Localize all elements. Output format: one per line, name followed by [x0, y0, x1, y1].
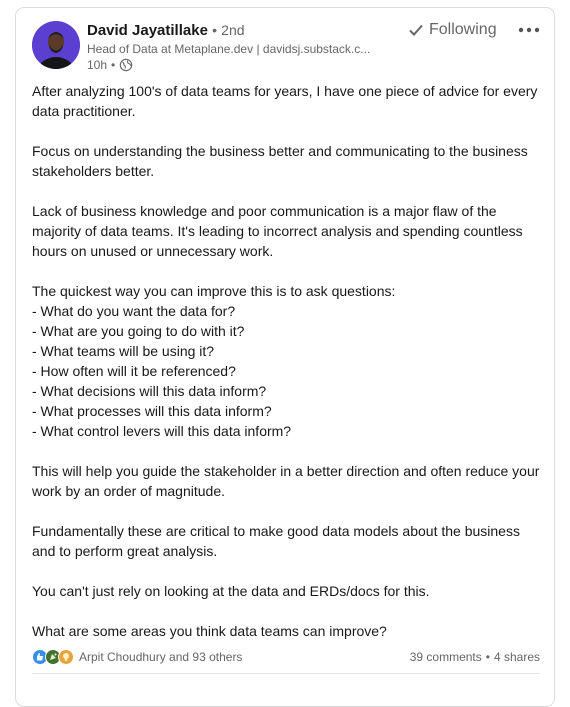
reaction-icons — [32, 649, 74, 665]
post-time: 10h — [87, 58, 108, 72]
insightful-icon — [58, 649, 74, 665]
avatar[interactable] — [32, 21, 80, 69]
ellipsis-icon — [518, 27, 540, 33]
post-paragraph: What are some areas you think data teams can improve? — [32, 623, 387, 639]
author-headline: Head of Data at Metaplane.dev | davidsj.substack.c... — [87, 42, 371, 56]
post-header — [16, 8, 554, 78]
following-label: Following — [429, 21, 497, 38]
meta-separator: • — [111, 58, 116, 72]
globe-icon — [119, 58, 133, 72]
counts-separator: • — [485, 650, 490, 664]
avatar-image — [32, 21, 80, 69]
reactions-summary[interactable] — [32, 649, 242, 665]
social-counts — [32, 648, 540, 666]
connection-degree: 2nd — [221, 22, 245, 38]
post-paragraph: Fundamentally these are critical to make good data models about the business and to perform great analysis. — [32, 523, 520, 559]
shares-count[interactable]: 4 shares — [493, 650, 540, 664]
reactions-text[interactable]: Arpit Choudhury and 93 others — [79, 650, 243, 664]
post-paragraph: This will help you guide the stakeholder in a better direction and often reduce your work by an order of magnitude. — [32, 463, 540, 499]
post-paragraph: The quickest way you can improve this is to ask questions: - What do you want the data for? - What are you going to do with it? - What teams will be using it? - How often will it be referenced? - What decisions will this data inform? - What processes will this data inform? - What control levers will this data inform? — [32, 283, 396, 439]
engagement-counts — [410, 650, 540, 664]
post-body — [32, 81, 544, 641]
post-paragraph: Lack of business knowledge and poor communication is a major flaw of the majority of data teams. It's leading to incorrect analysis and spending countless hours on unused or unnecessary work. — [32, 203, 523, 259]
checkmark-icon — [408, 22, 424, 38]
comments-count[interactable]: 39 comments — [409, 650, 482, 664]
author-line — [87, 20, 407, 41]
post-meta — [87, 57, 407, 73]
author-separator: • — [212, 22, 217, 38]
post-paragraph: Focus on understanding the business better and communicating to the business stakeholders better. — [32, 143, 528, 179]
more-options-button[interactable] — [516, 20, 542, 40]
author-info — [87, 20, 407, 73]
following-button[interactable] — [408, 18, 497, 42]
post-paragraph: You can't just rely on looking at the data and ERDs/docs for this. — [32, 583, 430, 599]
post-paragraph: After analyzing 100's of data teams for years, I have one piece of advice for every data practitioner. — [32, 83, 538, 119]
author-name[interactable]: David Jayatillake — [87, 22, 208, 39]
post-card — [15, 7, 555, 707]
